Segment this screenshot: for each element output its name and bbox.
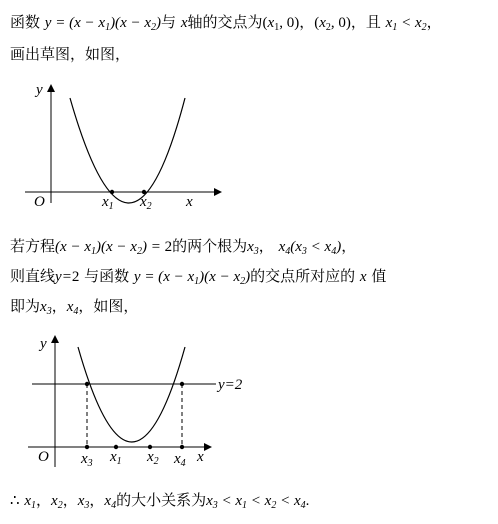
parabola-graph-1 [20,78,250,213]
math-function: $y = (x - x_1)(x - x_2)$ [44,15,162,33]
text-line-3: 若方程$(x - x_1)(x - x_2) = 2$的两个根为$x_3$， $x_4(x_3 < x_4)$， [10,237,357,257]
text-fragment: 的两个根为 [172,237,248,255]
math-ineq: $x_1 < x_2$ [385,15,427,33]
period: . [305,493,310,509]
text-fragment: ， [51,297,67,315]
text-fragment: ， [258,237,274,255]
text-line-1 [10,12,442,38]
text-fragment: 即为 [10,297,41,315]
parabola-curve [70,98,185,203]
parabola-curve [78,347,185,442]
text-fragment: 与函数 [84,267,130,285]
therefore-symbol: ∴ [10,493,20,509]
text-fragment: 轴的交点为 [187,13,263,31]
text-fragment: ， [62,491,78,509]
math-x3: $x_3$ [77,493,90,511]
y-axis-label: y [36,82,43,98]
x2-label: $x_2$ [140,194,152,212]
x1-label: $x_1$ [110,449,122,467]
parabola-graph-2 [20,332,250,477]
text-fragment: 与 [161,13,177,31]
text-line-4 [10,266,386,292]
x-axis-label: x [197,449,204,465]
math-x2: $x_2$ [51,493,63,511]
text-fragment: ， [426,13,442,31]
y-axis-label: y [40,336,47,352]
math-x4: $x_4$ [104,493,117,511]
text-fragment: 的交点所对应的 [250,267,356,285]
x4-label: $x_4$ [174,451,186,469]
math-x3: $x_3$ [247,239,259,257]
math-x: x [359,269,367,285]
x-axis-label: x [186,194,193,210]
math-function: $y = (x - x_1)(x - x_2)$ [133,269,251,287]
text-fragment: ， [36,491,52,509]
intersect-point-x3 [85,382,89,386]
text-fragment: 若方程 [10,237,56,255]
text-fragment: ，如图， [78,297,139,315]
math-x1: $x_1$ [24,493,36,511]
origin-label: O [38,449,49,465]
text-fragment: ， [89,491,105,509]
root-point-x1 [110,190,114,194]
text-fragment: 则直线 [10,267,56,285]
point-x4 [180,445,184,449]
origin-label: O [34,194,45,210]
math-ordering: $x_3 < x_1 < x_2 < x_4$ [206,493,306,511]
text-fragment: ， [299,13,315,31]
text-line-5 [10,296,138,322]
x1-label: $x_1$ [102,194,114,212]
math-point-2: ($x_2$, 0) [314,15,351,33]
x3-label: $x_3$ [81,451,93,469]
text-fragment: 函数 [10,13,41,31]
math-line: y=2 [55,269,80,285]
math-x4-cond: $x_4(x_3 < x_4)$ [278,239,342,257]
math-x4: $x_4$ [66,299,79,317]
text-line-6 [10,490,309,516]
math-point-1: ($x_1$, 0) [262,15,300,33]
intersect-point-x4 [180,382,184,386]
line-label: y=2 [218,377,243,393]
math-equation: $(x - x_1)(x - x_2) = 2$ [55,239,173,257]
math-x3: $x_3$ [40,299,52,317]
x2-label: $x_2$ [147,449,159,467]
text-line-2: 画出草图，如图， [10,45,131,63]
text-fragment: ，且 [350,13,381,31]
text-fragment: 值 [371,267,387,285]
math-x: x [180,15,188,31]
point-x3 [85,445,89,449]
text-fragment: 的大小关系为 [116,491,207,509]
